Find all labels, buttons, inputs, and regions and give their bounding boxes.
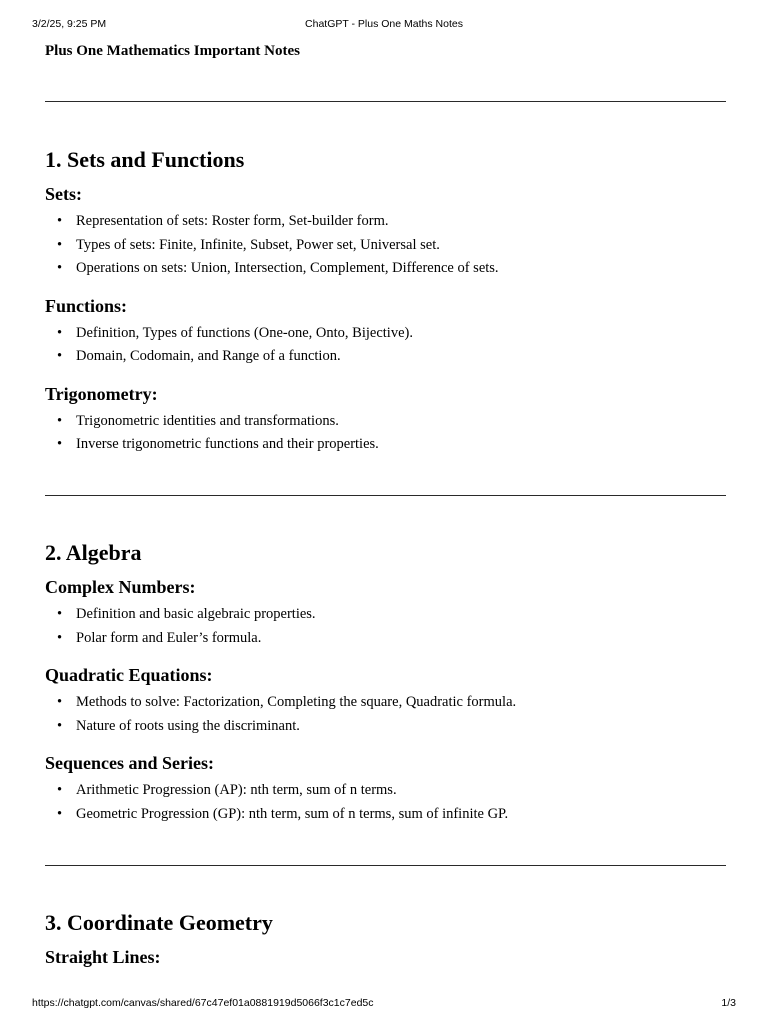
subsection-heading: Sequences and Series: bbox=[45, 753, 215, 773]
section-heading: 1. Sets and Functions bbox=[45, 147, 245, 172]
section-divider bbox=[45, 865, 726, 866]
bullet-icon: • bbox=[57, 260, 63, 276]
print-header bbox=[32, 17, 736, 31]
section-algebra bbox=[45, 539, 726, 826]
subsection-heading: Sets: bbox=[45, 184, 82, 204]
list-item: • Nature of roots using the discriminant. bbox=[45, 715, 726, 739]
bullet-icon: • bbox=[57, 606, 63, 622]
list-item: • Geometric Progression (GP): nth term, sum of n terms, sum of infinite GP. bbox=[45, 803, 726, 827]
print-timestamp: 3/2/25, 9:25 PM bbox=[32, 18, 107, 30]
bullet-icon: • bbox=[57, 236, 63, 253]
list-item: • Operations on sets: Union, Intersection, Complement, Difference of sets. bbox=[45, 257, 726, 281]
print-page-title: ChatGPT - Plus One Maths Notes bbox=[305, 18, 463, 30]
list-item: • Domain, Codomain, and Range of a function. bbox=[45, 345, 726, 369]
bullet-icon: • bbox=[57, 629, 63, 646]
bullet-icon: • bbox=[57, 213, 63, 229]
bullet-icon: • bbox=[57, 412, 63, 429]
print-url: https://chatgpt.com/canvas/shared/67c47ef01a0881919d5066f3c1c7ed5c bbox=[32, 997, 374, 1009]
list-item: • Arithmetic Progression (AP): nth term, sum of n terms. bbox=[45, 779, 726, 803]
bullet-icon: • bbox=[57, 324, 63, 341]
subsection-heading: Complex Numbers: bbox=[45, 577, 196, 597]
section-divider bbox=[45, 101, 726, 102]
section-sets-and-functions bbox=[45, 146, 726, 457]
section-heading: 3. Coordinate Geometry bbox=[45, 910, 273, 935]
page-number: 1/3 bbox=[721, 997, 736, 1009]
section-coordinate-geometry bbox=[45, 909, 726, 969]
section-divider bbox=[45, 495, 726, 496]
list-item: • Representation of sets: Roster form, Set-builder form. bbox=[45, 210, 726, 234]
list-item: • Trigonometric identities and transformations. bbox=[45, 410, 726, 434]
subsection-heading: Functions: bbox=[45, 295, 128, 316]
subsection-heading: Trigonometry: bbox=[45, 383, 158, 404]
list-item: • Definition and basic algebraic properties. bbox=[45, 603, 726, 627]
subsection-heading: Straight Lines: bbox=[45, 947, 161, 967]
document-title: Plus One Mathematics Important Notes bbox=[45, 43, 300, 59]
bullet-list bbox=[45, 210, 726, 281]
bullet-icon: • bbox=[57, 782, 63, 798]
section-heading: 2. Algebra bbox=[45, 540, 142, 565]
bullet-list bbox=[45, 410, 726, 457]
bullet-icon: • bbox=[57, 694, 63, 710]
bullet-list bbox=[45, 691, 726, 738]
bullet-icon: • bbox=[57, 717, 63, 734]
list-item: • Types of sets: Finite, Infinite, Subset, Power set, Universal set. bbox=[45, 234, 726, 258]
bullet-icon: • bbox=[57, 436, 63, 452]
bullet-icon: • bbox=[57, 348, 63, 364]
list-item: • Methods to solve: Factorization, Completing the square, Quadratic formula. bbox=[45, 691, 726, 715]
bullet-icon: • bbox=[57, 805, 63, 822]
list-item: • Definition, Types of functions (One-one, Onto, Bijective). bbox=[45, 322, 726, 346]
list-item: • Inverse trigonometric functions and their properties. bbox=[45, 433, 726, 457]
subsection-heading: Quadratic Equations: bbox=[45, 665, 213, 685]
print-footer bbox=[32, 996, 736, 1010]
list-item: • Polar form and Euler’s formula. bbox=[45, 627, 726, 651]
bullet-list bbox=[45, 779, 726, 826]
bullet-list bbox=[45, 322, 726, 369]
bullet-list bbox=[45, 603, 726, 650]
